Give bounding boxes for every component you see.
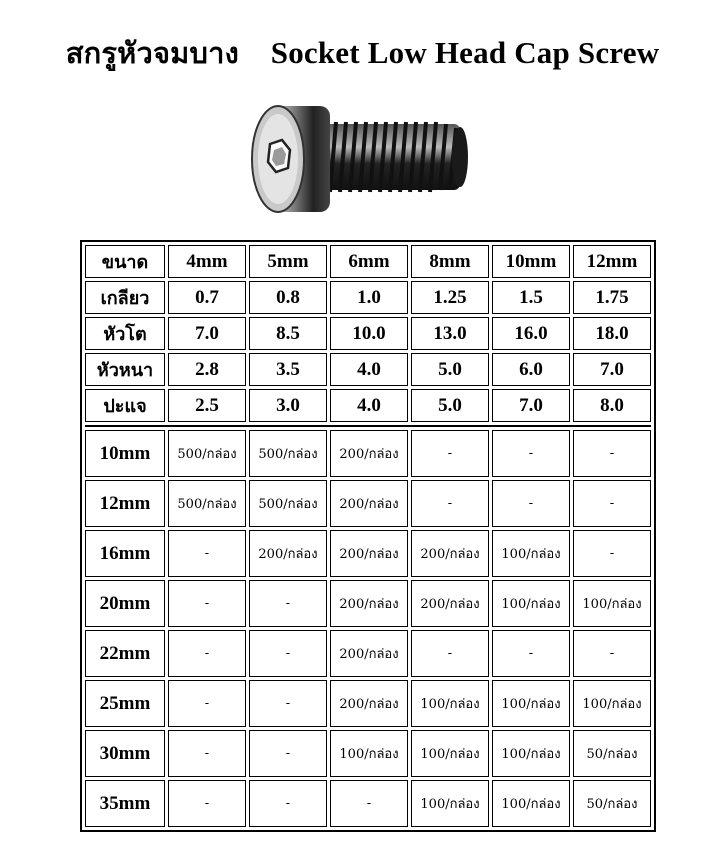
spec-value-cell: 1.25 bbox=[411, 281, 489, 314]
spec-value-cell: 4.0 bbox=[330, 389, 408, 422]
spec-table-body bbox=[85, 245, 651, 827]
length-row bbox=[85, 530, 651, 577]
length-row-label: 10mm bbox=[85, 430, 165, 477]
size-header-row bbox=[85, 245, 651, 278]
length-row-label: 35mm bbox=[85, 780, 165, 827]
spec-row-label: หัวโต bbox=[85, 317, 165, 350]
spec-value-cell: 3.5 bbox=[249, 353, 327, 386]
spec-value-cell: 8.5 bbox=[249, 317, 327, 350]
box-qty-cell: 100/กล่อง bbox=[492, 780, 570, 827]
length-row-label: 30mm bbox=[85, 730, 165, 777]
box-qty-cell: 100/กล่อง bbox=[573, 580, 651, 627]
spec-value-cell: 7.0 bbox=[168, 317, 246, 350]
box-qty-cell: 100/กล่อง bbox=[411, 680, 489, 727]
size-header-cell: 6mm bbox=[330, 245, 408, 278]
box-qty-cell: 200/กล่อง bbox=[330, 580, 408, 627]
spec-table bbox=[80, 240, 656, 832]
length-row-label: 25mm bbox=[85, 680, 165, 727]
length-row-label: 20mm bbox=[85, 580, 165, 627]
box-qty-cell: - bbox=[492, 480, 570, 527]
spec-value-cell: 7.0 bbox=[492, 389, 570, 422]
box-qty-cell: - bbox=[168, 780, 246, 827]
screw-image bbox=[244, 100, 476, 220]
size-header-cell: 10mm bbox=[492, 245, 570, 278]
spec-value-cell: 1.75 bbox=[573, 281, 651, 314]
box-qty-cell: - bbox=[168, 580, 246, 627]
table-divider bbox=[85, 425, 651, 427]
box-qty-cell: 100/กล่อง bbox=[492, 680, 570, 727]
spec-value-cell: 5.0 bbox=[411, 353, 489, 386]
spec-row-label: ปะแจ bbox=[85, 389, 165, 422]
spec-value-cell: 5.0 bbox=[411, 389, 489, 422]
spec-row bbox=[85, 389, 651, 422]
spec-value-cell: 1.0 bbox=[330, 281, 408, 314]
box-qty-cell: 200/กล่อง bbox=[330, 480, 408, 527]
box-qty-cell: 500/กล่อง bbox=[249, 480, 327, 527]
box-qty-cell: 500/กล่อง bbox=[249, 430, 327, 477]
length-row-label: 22mm bbox=[85, 630, 165, 677]
size-header-cell: 4mm bbox=[168, 245, 246, 278]
box-qty-cell: 50/กล่อง bbox=[573, 730, 651, 777]
box-qty-cell: 500/กล่อง bbox=[168, 480, 246, 527]
spec-value-cell: 2.8 bbox=[168, 353, 246, 386]
box-qty-cell: - bbox=[573, 480, 651, 527]
spec-row bbox=[85, 281, 651, 314]
box-qty-cell: 100/กล่อง bbox=[492, 580, 570, 627]
length-row bbox=[85, 730, 651, 777]
page-title bbox=[0, 30, 725, 76]
spec-value-cell: 2.5 bbox=[168, 389, 246, 422]
box-qty-cell: - bbox=[492, 630, 570, 677]
box-qty-cell: - bbox=[573, 630, 651, 677]
title-spacer bbox=[247, 35, 263, 70]
box-qty-cell: 100/กล่อง bbox=[492, 530, 570, 577]
length-row bbox=[85, 680, 651, 727]
length-row bbox=[85, 630, 651, 677]
box-qty-cell: - bbox=[168, 730, 246, 777]
box-qty-cell: 50/กล่อง bbox=[573, 780, 651, 827]
length-row-label: 16mm bbox=[85, 530, 165, 577]
box-qty-cell: - bbox=[573, 430, 651, 477]
box-qty-cell: - bbox=[249, 730, 327, 777]
spec-value-cell: 3.0 bbox=[249, 389, 327, 422]
title-english: Socket Low Head Cap Screw bbox=[270, 35, 660, 70]
spec-value-cell: 0.7 bbox=[168, 281, 246, 314]
spec-value-cell: 1.5 bbox=[492, 281, 570, 314]
box-qty-cell: 100/กล่อง bbox=[411, 730, 489, 777]
size-header-cell: 12mm bbox=[573, 245, 651, 278]
spec-value-cell: 8.0 bbox=[573, 389, 651, 422]
title-thai: สกรูหัวจมบาง bbox=[65, 36, 239, 70]
box-qty-cell: 200/กล่อง bbox=[330, 530, 408, 577]
box-qty-cell: - bbox=[168, 530, 246, 577]
spec-value-cell: 16.0 bbox=[492, 317, 570, 350]
box-qty-cell: 200/กล่อง bbox=[330, 430, 408, 477]
socket-low-head-cap-screw-icon bbox=[244, 100, 476, 220]
spec-row-label: เกลียว bbox=[85, 281, 165, 314]
box-qty-cell: - bbox=[168, 630, 246, 677]
box-qty-cell: - bbox=[249, 780, 327, 827]
length-row bbox=[85, 480, 651, 527]
box-qty-cell: - bbox=[249, 580, 327, 627]
spec-row bbox=[85, 317, 651, 350]
length-row bbox=[85, 430, 651, 477]
box-qty-cell: - bbox=[492, 430, 570, 477]
length-row bbox=[85, 580, 651, 627]
box-qty-cell: - bbox=[411, 430, 489, 477]
box-qty-cell: 100/กล่อง bbox=[573, 680, 651, 727]
box-qty-cell: 500/กล่อง bbox=[168, 430, 246, 477]
box-qty-cell: 100/กล่อง bbox=[492, 730, 570, 777]
spec-value-cell: 0.8 bbox=[249, 281, 327, 314]
box-qty-cell: - bbox=[330, 780, 408, 827]
box-qty-cell: 200/กล่อง bbox=[330, 680, 408, 727]
length-row bbox=[85, 780, 651, 827]
box-qty-cell: 200/กล่อง bbox=[330, 630, 408, 677]
box-qty-cell: 100/กล่อง bbox=[411, 780, 489, 827]
spec-value-cell: 10.0 bbox=[330, 317, 408, 350]
length-row-label: 12mm bbox=[85, 480, 165, 527]
box-qty-cell: 200/กล่อง bbox=[411, 580, 489, 627]
size-header-label: ขนาด bbox=[85, 245, 165, 278]
spec-value-cell: 6.0 bbox=[492, 353, 570, 386]
table-divider-line bbox=[85, 425, 651, 427]
box-qty-cell: - bbox=[573, 530, 651, 577]
spec-value-cell: 13.0 bbox=[411, 317, 489, 350]
box-qty-cell: 200/กล่อง bbox=[249, 530, 327, 577]
spec-row bbox=[85, 353, 651, 386]
size-header-cell: 8mm bbox=[411, 245, 489, 278]
box-qty-cell: - bbox=[411, 630, 489, 677]
size-header-cell: 5mm bbox=[249, 245, 327, 278]
spec-value-cell: 7.0 bbox=[573, 353, 651, 386]
spec-value-cell: 4.0 bbox=[330, 353, 408, 386]
box-qty-cell: - bbox=[411, 480, 489, 527]
spec-row-label: หัวหนา bbox=[85, 353, 165, 386]
box-qty-cell: 100/กล่อง bbox=[330, 730, 408, 777]
box-qty-cell: 200/กล่อง bbox=[411, 530, 489, 577]
box-qty-cell: - bbox=[249, 680, 327, 727]
box-qty-cell: - bbox=[168, 680, 246, 727]
box-qty-cell: - bbox=[249, 630, 327, 677]
spec-value-cell: 18.0 bbox=[573, 317, 651, 350]
